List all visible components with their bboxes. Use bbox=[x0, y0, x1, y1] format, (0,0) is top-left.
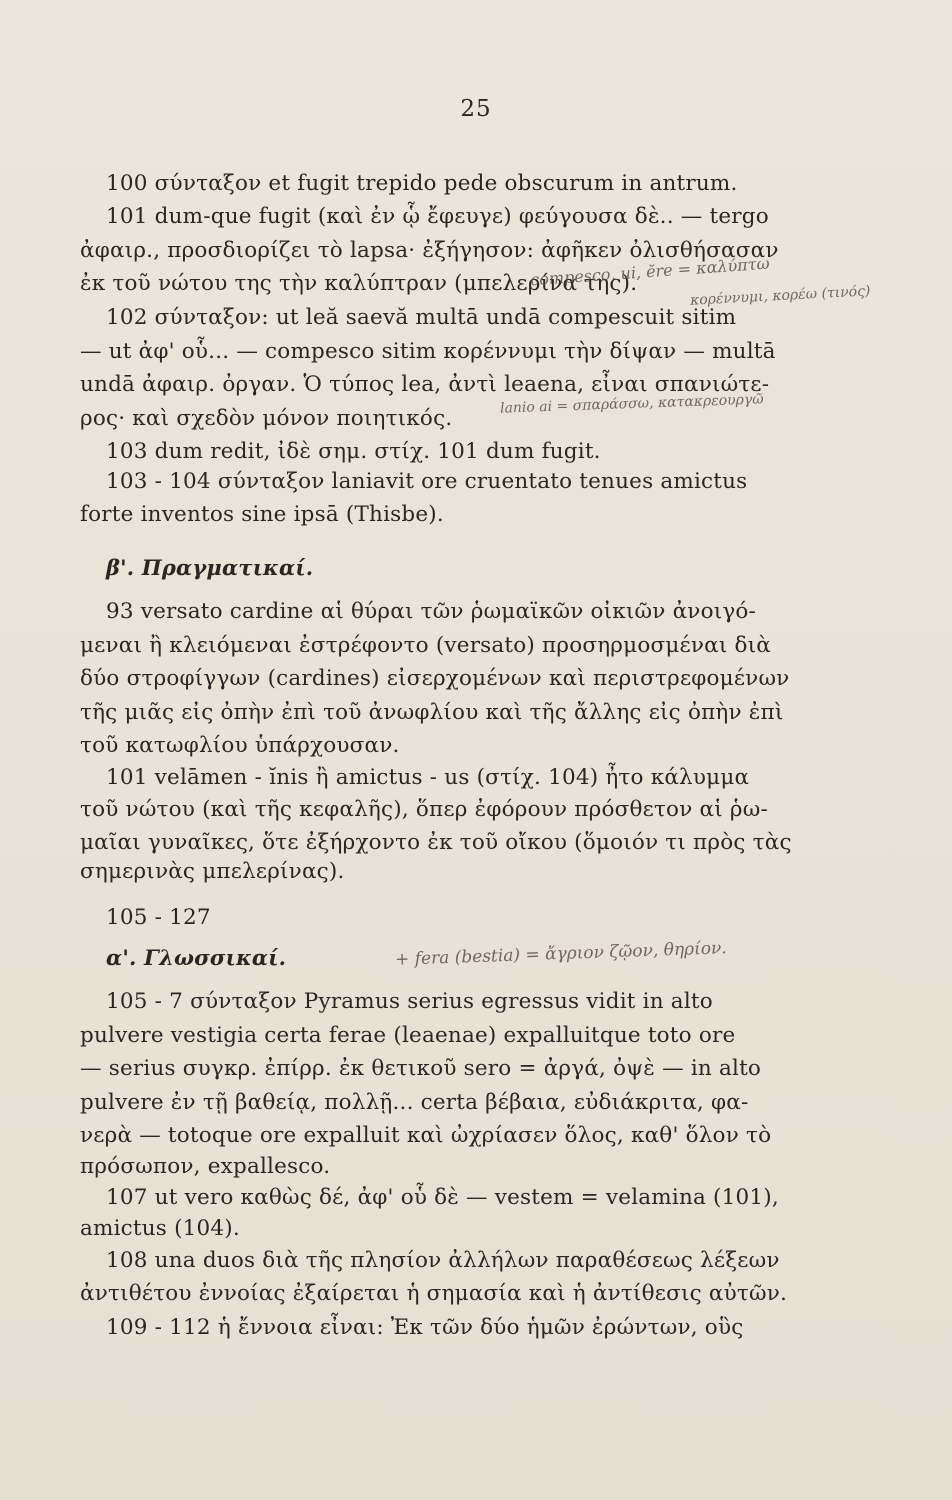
text-line: ἐκ τοῦ νώτου της τὴν καλύπτραν (μπελερίνα της). bbox=[80, 271, 638, 296]
handwritten-note: compesco, ui, ĕre = καλύπτω bbox=[529, 253, 771, 290]
text-line: 100 σύνταξον et fugit trepido pede obscurum in antrum. bbox=[106, 171, 738, 196]
text-line: πρόσωπον, expallesco. bbox=[80, 1154, 331, 1179]
text-line: 93 versato cardine αἱ θύραι τῶν ῥωμαϊκῶν οἰκιῶν ἀνοιγό- bbox=[106, 599, 757, 624]
page-number: 25 bbox=[460, 96, 492, 122]
text-line: μεναι ἢ κλειόμεναι ἐστρέφοντο (versato) προσηρμοσμέναι διὰ bbox=[80, 633, 772, 658]
text-line: ἀφαιρ., προσδιορίζει τὸ lapsa· ἐξήγησον: ἀφῆκεν ὀλισθήσασαν bbox=[80, 238, 779, 263]
text-line: τοῦ κατωφλίου ὑπάρχουσαν. bbox=[80, 733, 400, 758]
text-line: τῆς μιᾶς εἰς ὀπὴν ἐπὶ τοῦ ἀνωφλίου καὶ τῆς ἄλλης εἰς ὀπὴν ἐπὶ bbox=[80, 700, 784, 725]
text-line: 109 - 112 ἡ ἔννοια εἶναι: Ἐκ τῶν δύο ἡμῶν ἐρώντων, οὓς bbox=[106, 1315, 744, 1340]
text-line: undā ἀφαιρ. ὀργαν. Ὁ τύπος lea, ἀντὶ leaena, εἶναι σπανιώτε- bbox=[80, 372, 770, 397]
text-line: νερὰ — totoque ore expalluit καὶ ὠχρίασεν ὅλος, καθ' ὅλον τὸ bbox=[80, 1123, 772, 1148]
text-line: σημερινὰς μπελερίνας). bbox=[80, 859, 345, 884]
text-line: ἀντιθέτου ἐννοίας ἐξαίρεται ἡ σημασία καὶ ἡ ἀντίθεσις αὐτῶν. bbox=[80, 1281, 788, 1306]
text-line: 105 - 7 σύνταξον Pyramus serius egressus vidit in alto bbox=[106, 989, 713, 1014]
section-heading-glossikai: α'. Γλωσσικαί. bbox=[106, 945, 287, 970]
text-line: 102 σύνταξον: ut leă saevă multā undā compescuit sitim bbox=[106, 305, 737, 330]
text-line: μαῖαι γυναῖκες, ὅτε ἐξήρχοντο ἐκ τοῦ οἴκου (ὅμοιόν τι πρὸς τὰς bbox=[80, 830, 792, 855]
text-line: 101 velāmen - ĭnis ἢ amictus - us (στίχ. 104) ἦτο κάλυμμα bbox=[106, 765, 750, 790]
text-line: τοῦ νώτου (καὶ τῆς κεφαλῆς), ὅπερ ἐφόρουν πρόσθετον αἱ ῥω- bbox=[80, 797, 768, 822]
handwritten-note: κορέννυμι, κορέω (τινός) bbox=[689, 283, 871, 309]
handwritten-note: lanio ai = σπαράσσω, κατακρεουργῶ bbox=[499, 391, 764, 417]
text-line: — ut ἀφ' οὗ... — compesco sitim κορέννυμι τὴν δίψαν — multā bbox=[80, 339, 776, 364]
text-line: pulvere vestigia certa ferae (leaenae) expalluitque toto ore bbox=[80, 1023, 736, 1048]
text-line: pulvere ἐν τῇ βαθείᾳ, πολλῇ... certa βέβαια, εὐδιάκριτα, φα- bbox=[80, 1090, 749, 1115]
handwritten-note: + fera (bestia) = ἄγριον ζῷον, θηρίον. bbox=[394, 938, 728, 970]
text-line: 103 - 104 σύνταξον laniavit ore cruentato tenues amictus bbox=[106, 469, 748, 494]
text-line: 101 dum-que fugit (καὶ ἐν ᾧ ἔφευγε) φεύγουσα δὲ.. — tergo bbox=[106, 204, 769, 229]
text-line: δύο στροφίγγων (cardines) εἰσερχομένων καὶ περιστρεφομένων bbox=[80, 666, 790, 691]
text-line: forte inventos sine ipsā (Thisbe). bbox=[80, 502, 444, 527]
text-line: 107 ut vero καθὼς δέ, ἀφ' οὗ δὲ — vestem = velamina (101), bbox=[106, 1185, 779, 1210]
text-line: 103 dum redit, ἰδὲ σημ. στίχ. 101 dum fugit. bbox=[106, 439, 601, 464]
section-heading-pragmatikai: β'. Πραγματικαί. bbox=[106, 555, 314, 580]
text-line: 108 una duos διὰ τῆς πλησίον ἀλλήλων παραθέσεως λέξεων bbox=[106, 1248, 780, 1273]
text-line: — serius συγκρ. ἐπίρρ. ἐκ θετικοῦ sero = ἀργά, ὀψὲ — in alto bbox=[80, 1056, 762, 1081]
section-range: 105 - 127 bbox=[106, 905, 211, 930]
text-line: amictus (104). bbox=[80, 1216, 240, 1241]
text-line: ρος· καὶ σχεδὸν μόνον ποιητικός. bbox=[80, 406, 453, 431]
